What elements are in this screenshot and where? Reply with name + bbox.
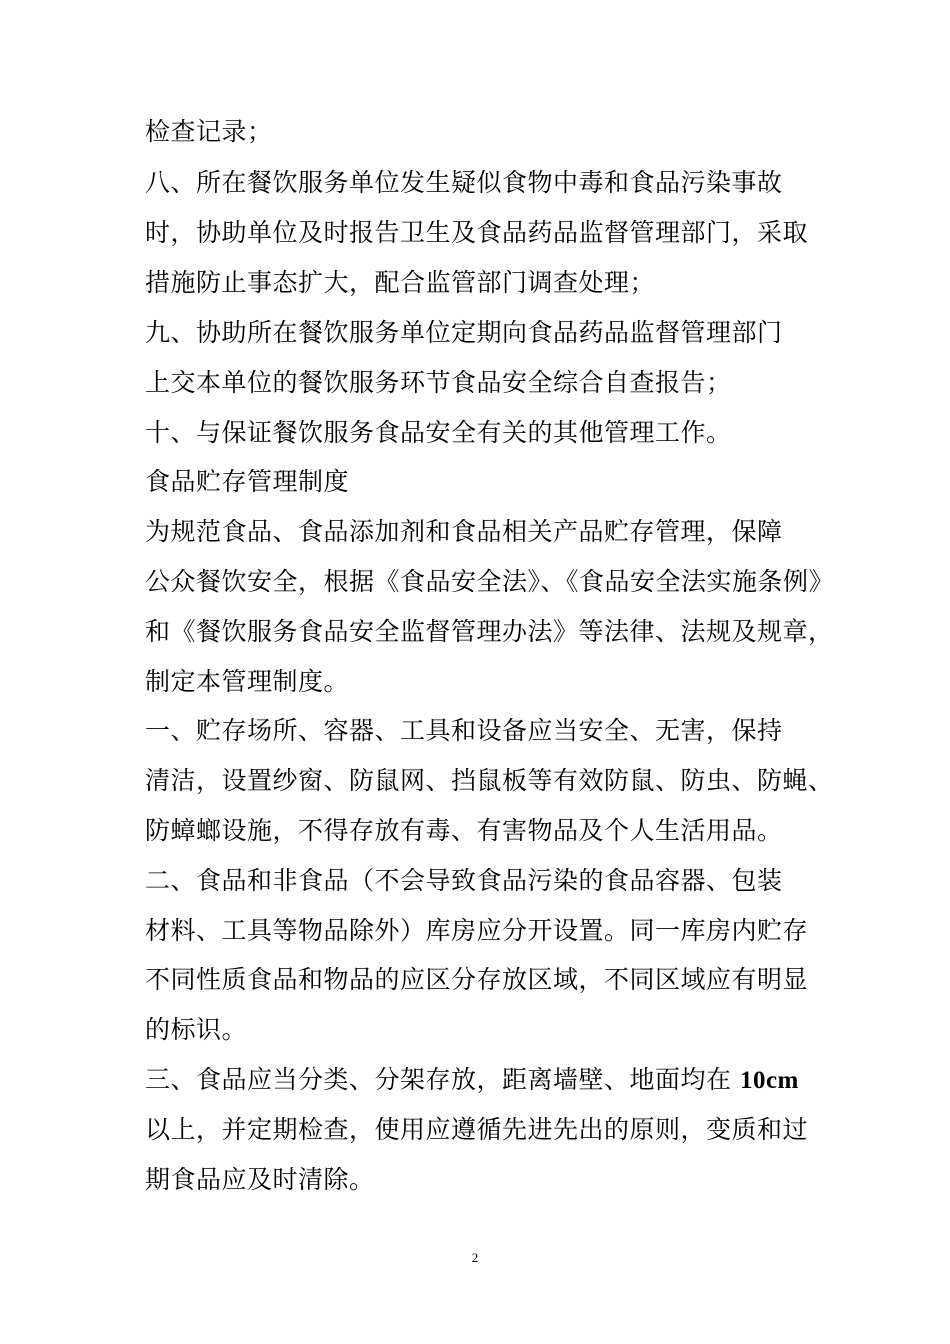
text-line: 材料、工具等物品除外）库房应分开设置。同一库房内贮存 [145, 916, 809, 945]
text-line: 九、协助所在餐饮服务单位定期向食品药品监督管理部门 [145, 318, 783, 347]
text-line: 期食品应及时清除。 [145, 1165, 375, 1194]
text-segment: 三、食品应当分类、分架存放，距离墙壁、地面均在 [145, 1065, 740, 1094]
text-line: 制定本管理制度。 [145, 667, 350, 696]
text-line: 上交本单位的餐饮服务环节食品安全综合自查报告； [145, 368, 732, 397]
text-line: 公众餐饮安全，根据《食品安全法》、《食品安全法实施条例》 [145, 567, 835, 596]
text-line: 二、食品和非食品（不会导致食品污染的食品容器、包装 [145, 866, 783, 895]
page-number: 2 [471, 1250, 479, 1265]
section-heading: 食品贮存管理制度 [145, 467, 350, 496]
text-line: 检查记录； [145, 117, 273, 146]
text-line: 防蟑螂设施，不得存放有毒、有害物品及个人生活用品。 [145, 816, 783, 845]
measure-value: 10cm [739, 1067, 799, 1094]
text-line: 和《餐饮服务食品安全监督管理办法》等法律、法规及规章， [145, 617, 834, 646]
text-line: 措施防止事态扩大，配合监管部门调查处理； [145, 268, 656, 297]
text-line: 时，协助单位及时报告卫生及食品药品监督管理部门，采取 [145, 218, 809, 247]
text-line: 为规范食品、食品添加剂和食品相关产品贮存管理，保障 [145, 517, 783, 546]
text-line: 清洁，设置纱窗、防鼠网、挡鼠板等有效防鼠、防虫、防蝇、 [145, 766, 834, 795]
text-line: 八、所在餐饮服务单位发生疑似食物中毒和食品污染事故 [145, 168, 783, 197]
text-line: 不同性质食品和物品的应区分存放区域，不同区域应有明显 [145, 965, 809, 994]
text-line: 的标识。 [145, 1015, 248, 1044]
text-line [145, 1065, 825, 1096]
text-line: 十、与保证餐饮服务食品安全有关的其他管理工作。 [145, 418, 732, 447]
text-line: 一、贮存场所、容器、工具和设备应当安全、无害，保持 [145, 716, 783, 745]
text-line: 以上，并定期检查，使用应遵循先进先出的原则，变质和过 [145, 1115, 809, 1144]
